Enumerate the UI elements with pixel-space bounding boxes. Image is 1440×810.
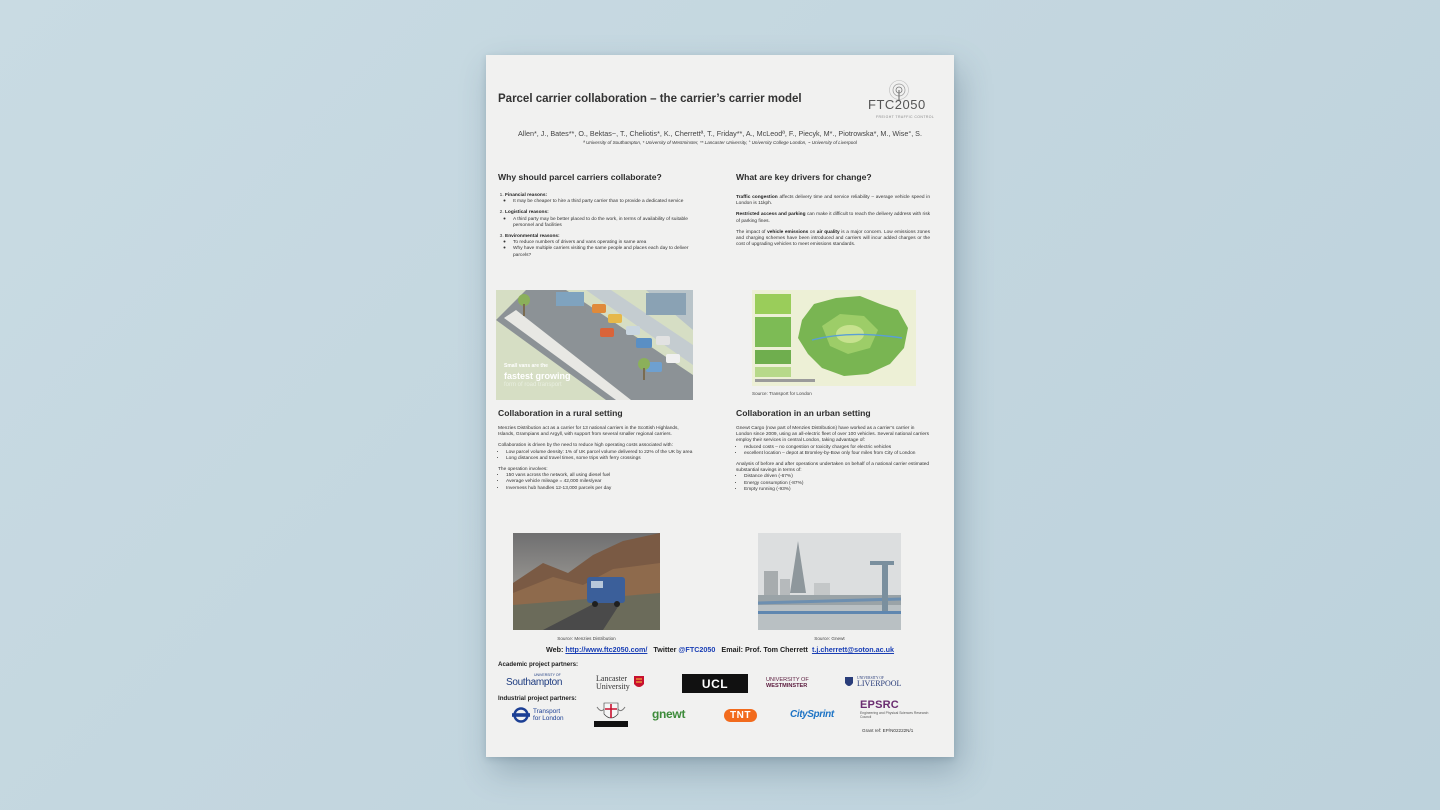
westminster-name-2: WESTMINSTER <box>766 683 808 689</box>
email-label: Email: Prof. Tom Cherrett <box>721 645 808 654</box>
twitter-label: Twitter <box>653 645 677 654</box>
tnt-logo <box>724 706 772 724</box>
tfl-roundel-icon <box>512 707 530 723</box>
rural-p3: The operation involves: <box>498 467 548 473</box>
why-item-label: Environmental reasons: <box>505 234 560 240</box>
grant-reference: Grant ref: EP/N02222N/1 <box>862 728 914 733</box>
southampton-logo <box>506 673 574 693</box>
twitter-handle[interactable]: @FTC2050 <box>678 645 716 654</box>
urban-list2-item: • Distance driven (-67%) <box>744 474 930 480</box>
liverpool-logo <box>844 673 924 691</box>
tfl-name-2: for London <box>533 715 564 722</box>
drivers-p3-b: on <box>808 229 817 235</box>
urban-p1: Gnewt Cargo (now part of Menzies Distribution) have worked as a carrier’s carrier in London since 2009, using an all-electric fleet of over 100 vehicles. Several national carriers employ their services in central London, taking advantage of: <box>736 426 930 444</box>
urban-heading: Collaboration in an urban setting <box>736 408 871 418</box>
vans-image-text-2: fastest growing <box>504 371 571 381</box>
drivers-p2-bold: Restricted access and parking <box>736 212 806 218</box>
poster <box>486 55 954 757</box>
lancaster-name-2: University <box>596 682 630 691</box>
why-point: ◦ To reduce numbers of drivers and vans operating in same area <box>513 240 694 246</box>
drivers-p3-a: The impact of <box>736 229 768 235</box>
industrial-partners-label: Industrial project partners: <box>498 695 577 702</box>
epsrc-name: EPSRC <box>860 699 899 711</box>
tnt-name: TNT <box>724 709 757 722</box>
drivers-heading: What are key drivers for change? <box>736 172 872 182</box>
rural-p2: Collaboration is driven by the need to reduce high operating costs associated with: <box>498 443 673 449</box>
drivers-caption: Source: Transport for London <box>752 391 812 396</box>
london-emissions-map <box>752 290 916 386</box>
ucl-name: UCL <box>701 676 729 691</box>
vans-image-text-1: Small vans are the <box>504 363 548 369</box>
urban-body <box>736 426 930 493</box>
drivers-p2: can make it difficult to reach the delivery address with risk of parking fines. <box>736 212 930 224</box>
westminster-logo <box>766 674 834 692</box>
why-item-label: Financial reasons: <box>505 193 548 198</box>
web-label: Web: <box>545 645 564 654</box>
urban-caption: Source: Gnewt <box>814 636 845 641</box>
why-heading: Why should parcel carriers collaborate? <box>498 172 662 182</box>
epsrc-subtitle: Engineering and Physical Sciences Research Council <box>860 711 929 719</box>
drivers-body <box>736 195 930 253</box>
urban-list1-item: • reduced costs – no congestion or toxicity charges for electric vehicles <box>744 445 930 451</box>
email-link[interactable]: t.j.cherrett@soton.ac.uk <box>811 645 895 654</box>
liverpool-name-1: UNIVERSITY OF <box>857 676 884 680</box>
why-item-label: Logistical reasons: <box>505 210 549 216</box>
rural-list2-item: • 150 vans across the network, all using diesel fuel <box>506 473 694 479</box>
gnewt-logo <box>652 705 706 723</box>
rural-list1-item: • Long distances and travel times, some trips with ferry crossings <box>506 456 694 462</box>
ftc2050-tagline: FREIGHT TRAFFIC CONTROL <box>876 115 935 119</box>
london-skyline-photo <box>758 533 901 630</box>
urban-list1-item: • excellent location – depot at Bromley-by-Bow only four miles from City of London <box>744 451 930 457</box>
urban-list2-item: • Energy consumption (-87%) <box>744 481 930 487</box>
ftc2050-logo-text: FTC2050 <box>868 97 926 112</box>
vans-street-illustration <box>496 290 693 400</box>
lancaster-crest-icon <box>633 675 645 691</box>
drivers-p1-bold: Traffic congestion <box>736 195 778 200</box>
urban-p2: Analysis of before and after operations undertaken on behalf of a national carrier estimated substantial savings in terms of: <box>736 462 930 474</box>
southampton-small: UNIVERSITY OF <box>534 673 561 677</box>
why-point: ◦ A third party may be better placed to do the work, in terms of availability of suitable personnel and facilities <box>513 217 694 229</box>
city-of-london-crest-icon <box>594 701 628 728</box>
contact-line <box>486 645 954 654</box>
lancaster-logo <box>596 672 662 694</box>
gnewt-name: gnewt <box>652 707 686 721</box>
rural-list1-item: • Low parcel volume density: 1% of UK parcel volume delivered to 22% of the UK by area <box>506 450 694 456</box>
ucl-logo <box>682 674 748 693</box>
why-body <box>498 193 694 259</box>
highland-van-photo <box>513 533 660 630</box>
liverpool-crest-icon <box>844 676 854 689</box>
vans-image-text-3: form of road transport <box>504 382 562 388</box>
drivers-p3-bold2: air quality <box>816 229 840 235</box>
why-point: ◦ Why have multiple carriers visiting the same people and places each day to deliver parcels? <box>513 246 694 258</box>
academic-partners-label: Academic project partners: <box>498 661 579 668</box>
tfl-name-1: Transport <box>533 708 561 715</box>
rural-list2-item: • Inverness hub handles 12-13,000 parcels per day <box>506 486 694 492</box>
ftc2050-logo <box>866 79 946 123</box>
lancaster-name-1: Lancaster <box>596 674 628 683</box>
website-link[interactable]: http://www.ftc2050.com/ <box>565 645 648 654</box>
rural-heading: Collaboration in a rural setting <box>498 408 623 418</box>
drivers-p3-bold: vehicle emissions <box>767 229 809 235</box>
rural-list2-item: • Average vehicle mileage = 42,000 miles/year <box>506 479 694 485</box>
rural-p1: Menzies Distribution act as a carrier for 13 national carriers in the Scottish Highlands, Islands, Grampians and Argyll, with support from several smaller regional carriers. <box>498 426 679 438</box>
urban-list2-item: • Empty running (-93%) <box>744 487 930 493</box>
drivers-p1: affects delivery time and service reliability – average vehicle speed in London is 11kph. <box>736 195 930 207</box>
southampton-name: Southampton <box>506 677 563 688</box>
citysprint-name: CitySprint <box>790 708 834 720</box>
westminster-name-1: UNIVERSITY OF <box>766 677 809 683</box>
liverpool-name-2: LIVERPOOL <box>857 679 902 688</box>
rural-body <box>498 426 694 492</box>
drivers-p3-c: is a major concern. Low emissions zones and charging schemes have been introduced and carriers will incur added charges or the cost of upgrading vehicles to meet emissions standards. <box>736 229 930 248</box>
why-point: ◦ It may be cheaper to hire a third party carrier than to provide a dedicated service <box>513 199 694 205</box>
epsrc-logo <box>860 699 940 729</box>
tfl-logo <box>512 706 580 724</box>
authors: Allen*, J., Bates**, O., Bektas~, T., Cheliotis*, K., Cherrettª, T., Friday**, A., McLeodª, F., Piecyk, M*., Piotrowska*, M., Wise°, S. <box>518 129 922 138</box>
citysprint-logo <box>790 705 846 723</box>
poster-title: Parcel carrier collaboration – the carrier’s carrier model <box>498 93 802 105</box>
rural-caption: Source: Menzies Distribution <box>557 636 616 641</box>
affiliations: ª University of Southampton, * University of Westminster, ** Lancaster University, ° University College London, ~ University of Liverpool <box>583 140 857 145</box>
